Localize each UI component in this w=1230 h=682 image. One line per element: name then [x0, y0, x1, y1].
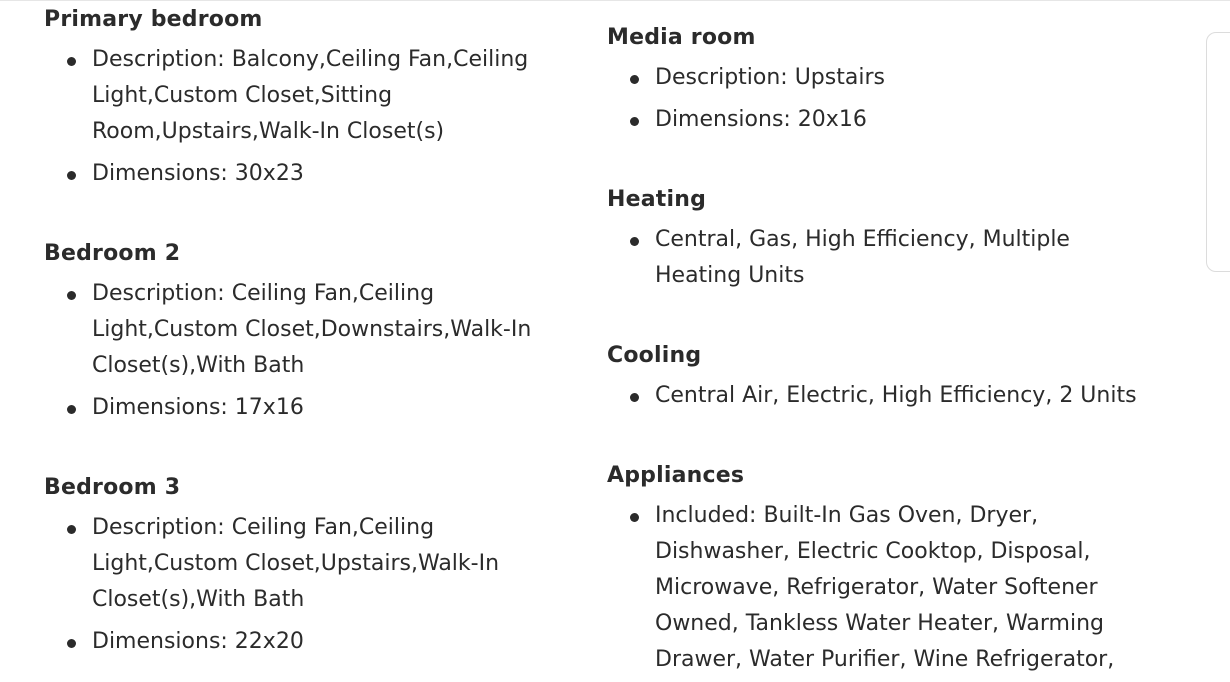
section-primary-bedroom — [44, 4, 544, 192]
section-title: Primary bedroom — [44, 7, 263, 32]
list-item: Dimensions: 17x16 — [44, 390, 544, 426]
section-title: Appliances — [607, 463, 745, 488]
section-appliances — [607, 460, 1127, 678]
list-item: Dimensions: 22x20 — [44, 624, 544, 660]
section-bedroom-3 — [44, 472, 544, 660]
section-title: Bedroom 3 — [44, 475, 181, 500]
list-item: Description: Upstairs — [607, 60, 1167, 96]
list-item: Dimensions: 30x23 — [44, 156, 544, 192]
list-item: Description: Balcony,Ceiling Fan,Ceiling Light,Custom Closet,Sitting Room,Upstairs,Walk-In Closet(s) — [44, 42, 544, 150]
list-item: Dimensions: 20x16 — [607, 102, 1167, 138]
section-heating — [607, 184, 1077, 294]
section-media-room — [607, 22, 1167, 138]
detail-list — [607, 60, 1167, 138]
list-item: Description: Ceiling Fan,Ceiling Light,Custom Closet,Downstairs,Walk-In Closet(s),With Bath — [44, 276, 544, 384]
detail-list — [44, 42, 544, 192]
detail-list — [607, 378, 1187, 414]
section-title: Media room — [607, 25, 756, 50]
list-item: Description: Ceiling Fan,Ceiling Light,Custom Closet,Upstairs,Walk-In Closet(s),With Bath — [44, 510, 544, 618]
section-cooling — [607, 340, 1187, 414]
list-item: Included: Built-In Gas Oven, Dryer, Dishwasher, Electric Cooktop, Disposal, Microwave, Refrigerator, Water Softener Owned, Tankless Water Heater, Warming Drawer, Water Purifier, Wine Refrigerator, — [607, 498, 1127, 678]
detail-list — [44, 276, 544, 426]
top-divider — [0, 0, 1230, 1]
detail-list — [607, 222, 1077, 294]
list-item: Central Air, Electric, High Efficiency, 2 Units — [607, 378, 1187, 414]
section-bedroom-2 — [44, 238, 544, 426]
section-title: Bedroom 2 — [44, 241, 181, 266]
section-title: Cooling — [607, 343, 702, 368]
section-title: Heating — [607, 187, 707, 212]
side-panel — [1206, 32, 1230, 272]
detail-list — [44, 510, 544, 660]
list-item: Central, Gas, High Efficiency, Multiple Heating Units — [607, 222, 1077, 294]
detail-list — [607, 498, 1127, 678]
